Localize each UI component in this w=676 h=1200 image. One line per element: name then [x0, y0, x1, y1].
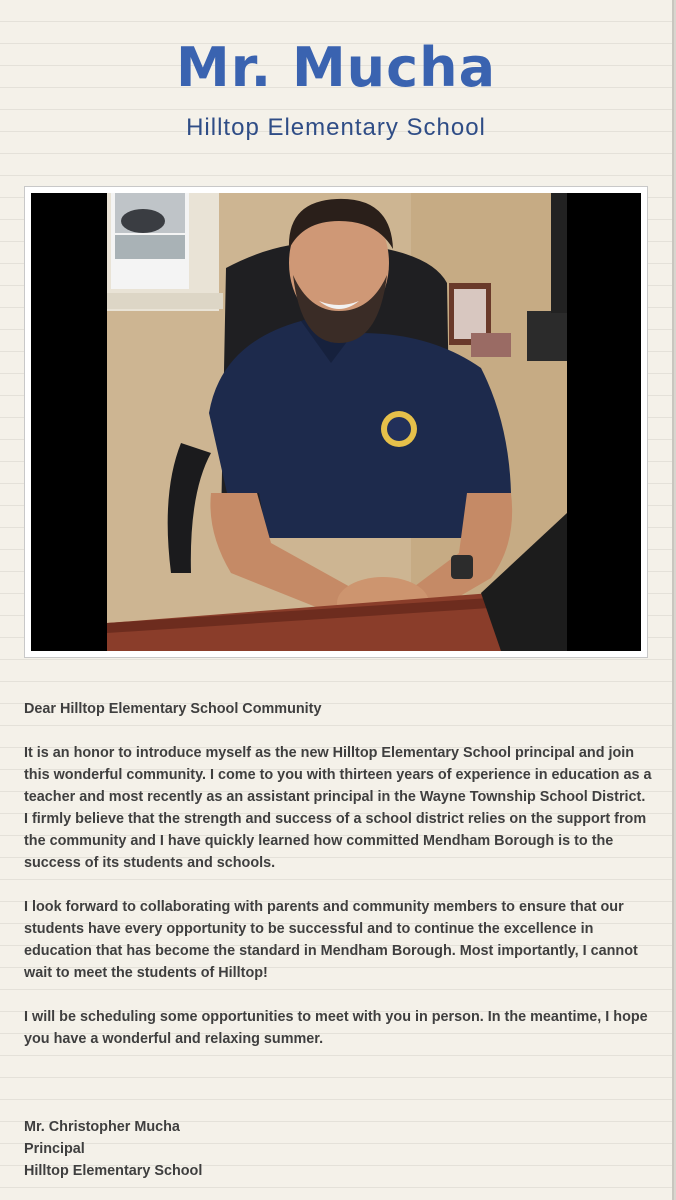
letter-paragraph-collaboration: I look forward to collaborating with parents and community members to ensure that our students have every opportunity to be successful and to continue the excellence in education that has become the standard in Mendham Borough. Most importantly, I cannot wait to meet the students of Hilltop!: [24, 899, 638, 981]
photo-frame: [24, 186, 648, 658]
principal-photo: [31, 193, 641, 651]
letter-paragraph-intro: It is an honor to introduce myself as the new Hilltop Elementary School principal and join this wonderful community. I come to you with thirteen years of experience in education as a teacher and most recently as an assistant principal in the Wayne Township School District.: [24, 745, 652, 805]
letter-paragraph-closing: I will be scheduling some opportunities to meet with you in person. In the meantime, I hope you have a wonderful and relaxing summer.: [24, 1009, 648, 1047]
signature-name: Mr. Christopher Mucha: [24, 1119, 180, 1135]
signature-school: Hilltop Elementary School: [24, 1163, 203, 1179]
page-title: Mr. Mucha: [175, 36, 497, 99]
school-subtitle: Hilltop Elementary School: [186, 114, 486, 141]
letter-body: [24, 698, 654, 1182]
signature-role: Principal: [24, 1141, 85, 1157]
letter-paragraph-belief: I firmly believe that the strength and success of a school district relies on the support from the community and I have quickly learned how committed Mendham Borough is to the success of its students and schools.: [24, 811, 647, 871]
letter-greeting: Dear Hilltop Elementary School Community: [24, 701, 322, 717]
